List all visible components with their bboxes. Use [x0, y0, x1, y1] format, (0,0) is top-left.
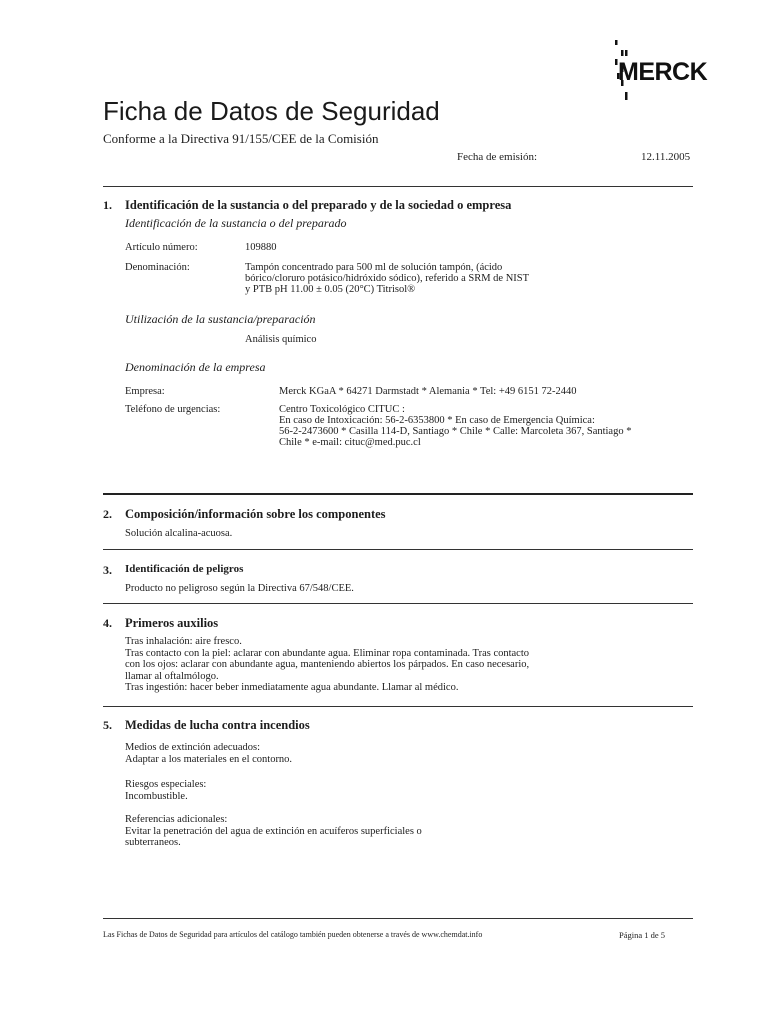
section-1-subheading-substance: Identificación de la sustancia o del preparado: [125, 216, 347, 230]
section-3-title: Identificación de peligros: [125, 563, 244, 575]
section-1-title: Identificación de la sustancia o del preparado y de la sociedad o empresa: [125, 198, 512, 212]
page-subtitle: Conforme a la Directiva 91/155/CEE de la Comisión: [103, 131, 379, 146]
text-line: Tras contacto con la piel: aclarar con abundante agua. Eliminar ropa contaminada. Tras contacto: [125, 647, 530, 659]
denomination-label: Denominación:: [125, 262, 190, 273]
extinction-media-value: Adaptar a los materiales en el contorno.: [125, 753, 293, 765]
section-2-number: 2.: [103, 507, 112, 521]
text-line: Centro Toxicológico CITUC :: [279, 404, 405, 415]
text-line: Tampón concentrado para 500 ml de solución tampón, (ácido: [245, 262, 503, 273]
company-value: Merck KGaA * 64271 Darmstadt * Alemania * Tel: +49 6151 72-2440: [279, 386, 577, 397]
text-line: llamar al oftalmólogo.: [125, 670, 219, 682]
text-line: En caso de Intoxicación: 56-2-6353800 * En caso de Emergencia Química:: [279, 415, 595, 426]
additional-refs-label: Referencias adicionales:: [125, 814, 228, 825]
text-line: Chile * e-mail: cituc@med.puc.cl: [279, 437, 421, 448]
divider: [103, 603, 693, 604]
special-risks-value: Incombustible.: [125, 790, 188, 802]
section-3-number: 3.: [103, 563, 112, 577]
logo-text: MERCK: [618, 58, 708, 86]
section-1-subheading-company: Denominación de la empresa: [125, 360, 266, 374]
text-line: y PTB pH 11.00 ± 0.05 (20°C) Titrisol®: [245, 284, 416, 295]
special-risks-block: [125, 779, 206, 802]
extinction-media-block: [125, 742, 292, 765]
section-1-number: 1.: [103, 198, 112, 212]
emergency-phone-label: Teléfono de urgencias:: [125, 404, 221, 415]
text-line: con los ojos: aclarar con abundante agua, manteniendo abiertos los párpados. En caso necesario,: [125, 659, 530, 670]
text-line: Tras inhalación: aire fresco.: [125, 636, 242, 647]
divider: [103, 549, 693, 550]
use-value: Análisis químico: [245, 334, 317, 345]
additional-refs-block: [125, 814, 422, 849]
section-2-title: Composición/información sobre los componentes: [125, 507, 386, 521]
divider: [103, 186, 693, 187]
page-title: Ficha de Datos de Seguridad: [103, 96, 440, 126]
article-number-value: 109880: [245, 242, 277, 253]
section-4-text: [125, 636, 529, 694]
text-line: bórico/cloruro potásico/hidróxido sódico), referido a SRM de NIST: [245, 273, 530, 284]
special-risks-label: Riesgos especiales:: [125, 779, 207, 790]
company-label: Empresa:: [125, 386, 165, 397]
issue-date-value: 12.11.2005: [641, 151, 691, 163]
text-line: subterraneos.: [125, 837, 181, 848]
extinction-media-label: Medios de extinción adecuados:: [125, 742, 261, 753]
divider: [103, 706, 693, 707]
divider: [103, 493, 693, 495]
page-number: Página 1 de 5: [619, 930, 666, 940]
article-number-label: Artículo número:: [125, 242, 198, 253]
text-line: Tras ingestión: hacer beber inmediatamente agua abundante. Llamar al médico.: [125, 682, 459, 693]
section-1-subheading-use: Utilización de la sustancia/preparación: [125, 312, 316, 326]
denomination-value: [245, 262, 529, 295]
section-4-title: Primeros auxilios: [125, 616, 219, 630]
section-4-number: 4.: [103, 616, 112, 630]
section-5-title: Medidas de lucha contra incendios: [125, 718, 310, 732]
footer-note: Las Fichas de Datos de Seguridad para artículos del catálogo también pueden obtenerse a través de www.chemdat.info: [103, 930, 483, 939]
section-5-number: 5.: [103, 718, 112, 732]
section-2-text: Solución alcalina-acuosa.: [125, 528, 233, 539]
issue-date-label: Fecha de emisión:: [457, 151, 538, 163]
emergency-phone-value: [279, 404, 631, 448]
section-3-text: Producto no peligroso según la Directiva 67/548/CEE.: [125, 583, 354, 594]
text-line: Evitar la penetración del agua de extinción en acuíferos superficiales o: [125, 825, 422, 837]
footer-divider: [103, 918, 693, 919]
text-line: 56-2-2473600 * Casilla 114-D, Santiago * Chile * Calle: Marcoleta 367, Santiago *: [279, 426, 632, 437]
